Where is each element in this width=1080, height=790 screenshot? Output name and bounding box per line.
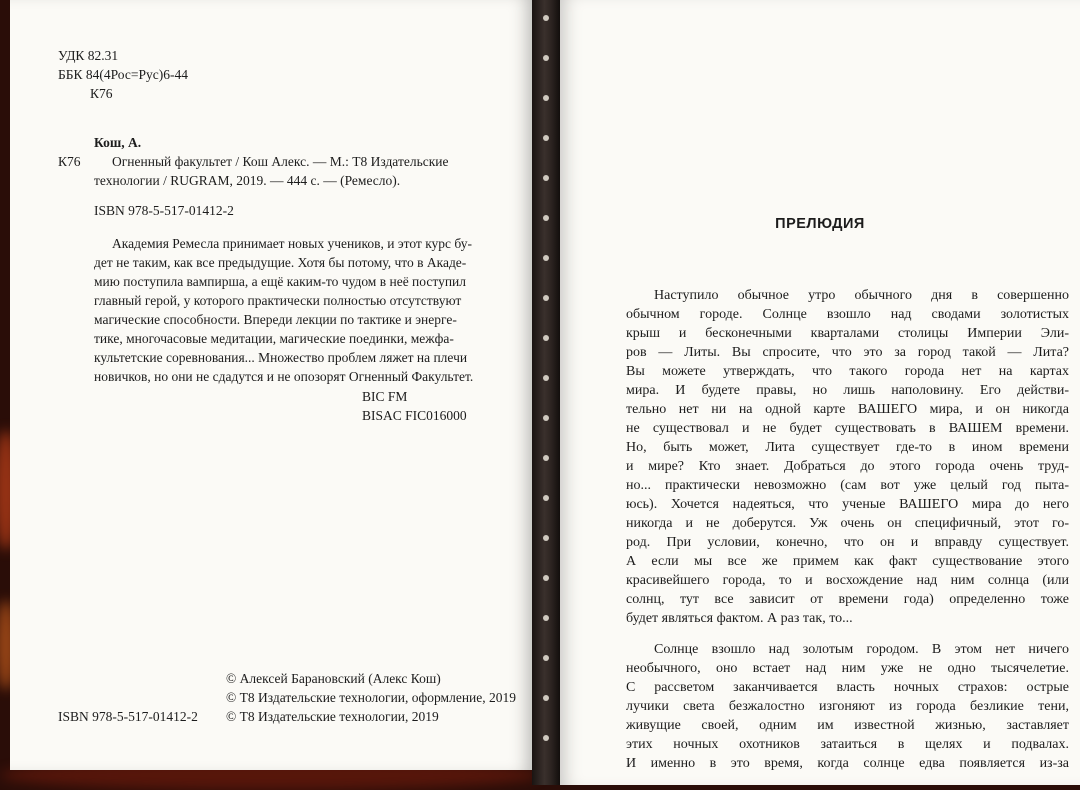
right-page <box>560 0 1080 785</box>
binding-stitch <box>543 575 549 581</box>
prelude-line: но... практически невозможно (сам вот уже целый год пыта- <box>626 478 1069 493</box>
prelude-line: красивейшего города, то и восхождение над ним солнца (или <box>626 573 1069 588</box>
prelude-line: И именно в это время, когда солнце едва появляется из-за <box>626 756 1069 771</box>
binding-stitch <box>543 655 549 661</box>
book-spine <box>532 0 560 785</box>
binding-stitch <box>543 15 549 21</box>
prelude-line: Солнце взошло над золотым городом. В этом нет ничего <box>654 642 1069 657</box>
chapter-title: ПРЕЛЮДИЯ <box>775 216 865 232</box>
copyright-line: © Т8 Издательские технологии, 2019 <box>226 709 439 724</box>
author-mark-side: К76 <box>58 154 81 169</box>
prelude-line: не существовал и не будет существовать в ВАШЕМ времени. <box>626 421 1069 436</box>
annotation-line: магические способности. Впереди лекции по тактике и энерге- <box>94 312 457 327</box>
prelude-line: юсь). Хочется надеяться, что ученые ВАШЕГО мира до него <box>626 497 1069 512</box>
isbn: ISBN 978-5-517-01412-2 <box>94 203 234 218</box>
annotation-line: главный герой, у которого практически полностью отсутствуют <box>94 293 462 308</box>
binding-stitch <box>543 55 549 61</box>
copyright-line: © Алексей Барановский (Алекс Кош) <box>226 671 441 686</box>
prelude-line: крыш и бесконечными кварталами столицы Империи Эли- <box>626 326 1069 341</box>
binding-stitch <box>543 215 549 221</box>
binding-stitch <box>543 95 549 101</box>
prelude-line: солнц, тут все зависит от времени года) определенно тоже <box>626 592 1069 607</box>
prelude-line: лучики света безжалостно изгоняют из города безликие тени, <box>626 699 1069 714</box>
prelude-line: никогда и не доберутся. Уж очень он специфичный, этот го- <box>626 516 1069 531</box>
prelude-line: и мире? Кто знает. Добраться до этого города очень труд- <box>626 459 1069 474</box>
binding-stitch <box>543 135 549 141</box>
binding-stitch <box>543 695 549 701</box>
annotation-line: новичков, но они не сдадутся и не опозорят Огненный Факультет. <box>94 369 474 384</box>
prelude-line: А если мы все же примем как факт существование этого <box>626 554 1069 569</box>
binding-stitch <box>543 295 549 301</box>
bisac-code: BISAC FIC016000 <box>362 408 467 423</box>
annotation-line: мию поступила вампирша, а ещё каким-то чудом в неё поступил <box>94 274 467 289</box>
binding-stitch <box>543 175 549 181</box>
isbn-bottom: ISBN 978-5-517-01412-2 <box>58 709 198 724</box>
prelude-line: Вы можете утверждать, что такого города нет на картах <box>626 364 1069 379</box>
annotation-line: Академия Ремесла принимает новых учеников, и этот курс бу- <box>112 236 473 251</box>
prelude-line: живущие своей, одним им известной жизнью, заставляет <box>626 718 1069 733</box>
binding-stitch <box>543 335 549 341</box>
author-mark-top: К76 <box>90 86 113 101</box>
binding-stitch <box>543 375 549 381</box>
annotation-line: тике, многочасовые медитации, магические поединки, межфа- <box>94 331 454 346</box>
binding-stitch <box>543 455 549 461</box>
bbk-code: ББК 84(4Рос=Рус)6-44 <box>58 67 188 82</box>
annotation-line: дет не таким, как все предыдущие. Хотя бы потому, что в Акаде- <box>94 255 467 270</box>
prelude-line: С рассветом заканчивается власть ночных страхов: острые <box>626 680 1069 695</box>
udk-code: УДК 82.31 <box>58 48 119 63</box>
prelude-line: Но, быть может, Лита существует где-то в ином времени <box>626 440 1069 455</box>
author-name: Кош, А. <box>94 135 142 150</box>
copyright-line: © Т8 Издательские технологии, оформление, 2019 <box>226 690 517 705</box>
bic-code: BIC FM <box>362 389 408 404</box>
left-page <box>10 0 532 770</box>
prelude-line: этих ночных охотников затаиться в щелях и подвалах. <box>626 737 1069 752</box>
prelude-line: обычном городе. Солнце взошло над сводами золотистых <box>626 307 1069 322</box>
binding-stitch <box>543 495 549 501</box>
binding-stitch <box>543 415 549 421</box>
prelude-line: будет являться фактом. А раз так, то... <box>626 611 853 626</box>
prelude-line: ров — Литы. Вы спросите, что это за город такой — Лита? <box>626 345 1069 360</box>
prelude-line: мира. И будете правы, но лишь наполовину. Его действи- <box>626 383 1069 398</box>
prelude-line: тельно нет ни на одной карте ВАШЕГО мира, и он никогда <box>626 402 1069 417</box>
binding-stitch <box>543 615 549 621</box>
prelude-line: необычного, оно встает над ним уже не одно тысячелетие. <box>626 661 1069 676</box>
binding-stitch <box>543 535 549 541</box>
annotation-line: культетские соревнования... Множество проблем ляжет на плечи <box>94 350 468 365</box>
binding-stitch <box>543 735 549 741</box>
citation-line: Огненный факультет / Кош Алекс. — М.: Т8 Издательские <box>112 154 449 169</box>
prelude-line: Наступило обычное утро обычного дня в совершенно <box>654 288 1069 303</box>
binding-stitch <box>543 255 549 261</box>
citation-line: технологии / RUGRAM, 2019. — 444 с. — (Ремесло). <box>94 173 401 188</box>
prelude-line: род. При условии, конечно, что он и вправду существует. <box>626 535 1069 550</box>
